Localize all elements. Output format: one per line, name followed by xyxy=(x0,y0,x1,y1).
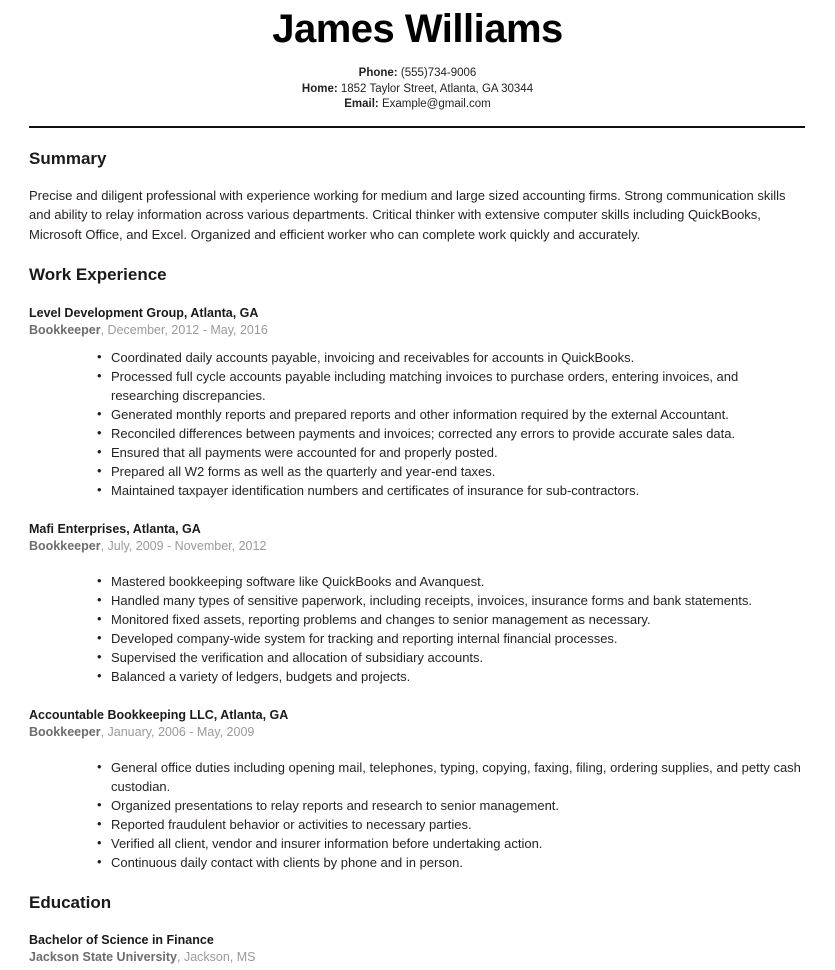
list-item: • Developed company-wide system for tracking and reporting internal financial processes. xyxy=(97,629,806,648)
job-meta xyxy=(29,322,806,339)
candidate-name: James Williams xyxy=(272,7,563,51)
job-employer: Accountable Bookkeeping LLC, Atlanta, GA xyxy=(29,708,289,722)
home-value: 1852 Taylor Street, Atlanta, GA 30344 xyxy=(340,82,534,95)
list-item: • Verified all client, vendor and insurer information before undertaking action. xyxy=(97,834,806,853)
list-item: • Continuous daily contact with clients by phone and in person. xyxy=(97,853,806,872)
job-employer: Level Development Group, Atlanta, GA xyxy=(29,306,259,320)
contact-email-line xyxy=(29,97,806,113)
email-label: Email: xyxy=(344,98,379,110)
job-bullet-list xyxy=(29,572,806,686)
list-item: • Handled many types of sensitive paperwork, including receipts, invoices, insurance forms and bank statements. xyxy=(97,591,806,610)
education-location: , Jackson, MS xyxy=(177,950,256,964)
list-item: • Reported fraudulent behavior or activities to necessary parties. xyxy=(97,815,806,834)
list-item: • Maintained taxpayer identification numbers and certificates of insurance for sub-contractors. xyxy=(97,481,806,500)
job-dates: , January, 2006 - May, 2009 xyxy=(100,725,255,739)
job-meta xyxy=(29,538,806,555)
education-entry xyxy=(29,932,806,966)
list-item: • Organized presentations to relay reports and research to senior management. xyxy=(97,796,806,815)
list-item: • Reconciled differences between payments and invoices; corrected any errors to provide accurate sales data. xyxy=(97,424,806,443)
job-entry xyxy=(29,305,806,500)
job-bullet-list xyxy=(29,348,806,500)
list-item: • Processed full cycle accounts payable including matching invoices to purchase orders, entering invoices, and researching discrepancies. xyxy=(97,367,806,405)
education-degree: Bachelor of Science in Finance xyxy=(29,933,214,947)
job-role: Bookkeeper xyxy=(29,323,101,337)
job-entry xyxy=(29,707,806,872)
list-item: • Supervised the verification and allocation of subsidiary accounts. xyxy=(97,648,806,667)
list-item: • General office duties including opening mail, telephones, typing, copying, faxing, filing, ordering supplies, and petty cash custodian. xyxy=(97,758,806,796)
job-meta xyxy=(29,724,806,741)
phone-value: (555)734-9006 xyxy=(400,67,477,79)
list-item: • Ensured that all payments were accounted for and properly posted. xyxy=(97,443,806,462)
work-experience-heading: Work Experience xyxy=(29,265,167,284)
summary-heading: Summary xyxy=(29,148,107,168)
contact-phone-line xyxy=(29,66,806,82)
job-bullet-list xyxy=(29,758,806,872)
job-role: Bookkeeper xyxy=(29,539,101,553)
list-item: • Balanced a variety of ledgers, budgets and projects. xyxy=(97,667,806,686)
job-role: Bookkeeper xyxy=(29,725,101,739)
list-item: • Generated monthly reports and prepared reports and other information required by the external Accountant. xyxy=(97,405,806,424)
list-item: • Mastered bookkeeping software like QuickBooks and Avanquest. xyxy=(97,572,806,591)
list-item: • Coordinated daily accounts payable, invoicing and receivables for accounts in QuickBooks. xyxy=(97,348,806,367)
education-heading: Education xyxy=(29,893,112,912)
job-dates: , July, 2009 - November, 2012 xyxy=(100,539,267,553)
education-university: Jackson State University xyxy=(29,950,177,964)
contact-block xyxy=(29,66,806,113)
job-entry xyxy=(29,521,806,686)
list-item: • Monitored fixed assets, reporting problems and changes to senior management as necessary. xyxy=(97,610,806,629)
job-employer: Mafi Enterprises, Atlanta, GA xyxy=(29,522,201,536)
list-item: • Prepared all W2 forms as well as the quarterly and year-end taxes. xyxy=(97,462,806,481)
summary-text: Precise and diligent professional with experience working for medium and large sized accounting firms. Strong communication skills and ability to relay information across various departments. Critical thinker with extensive computer skills including QuickBooks, Microsoft Office, and Excel. Organized and efficient worker who can complete work quickly and accurately. xyxy=(29,187,786,242)
job-dates: , December, 2012 - May, 2016 xyxy=(100,323,268,337)
education-school-line xyxy=(29,949,806,966)
email-value: Example@gmail.com xyxy=(381,98,491,110)
phone-label: Phone: xyxy=(358,67,398,79)
home-label: Home: xyxy=(301,82,338,95)
header-divider xyxy=(29,126,805,128)
contact-home-line xyxy=(29,82,806,98)
